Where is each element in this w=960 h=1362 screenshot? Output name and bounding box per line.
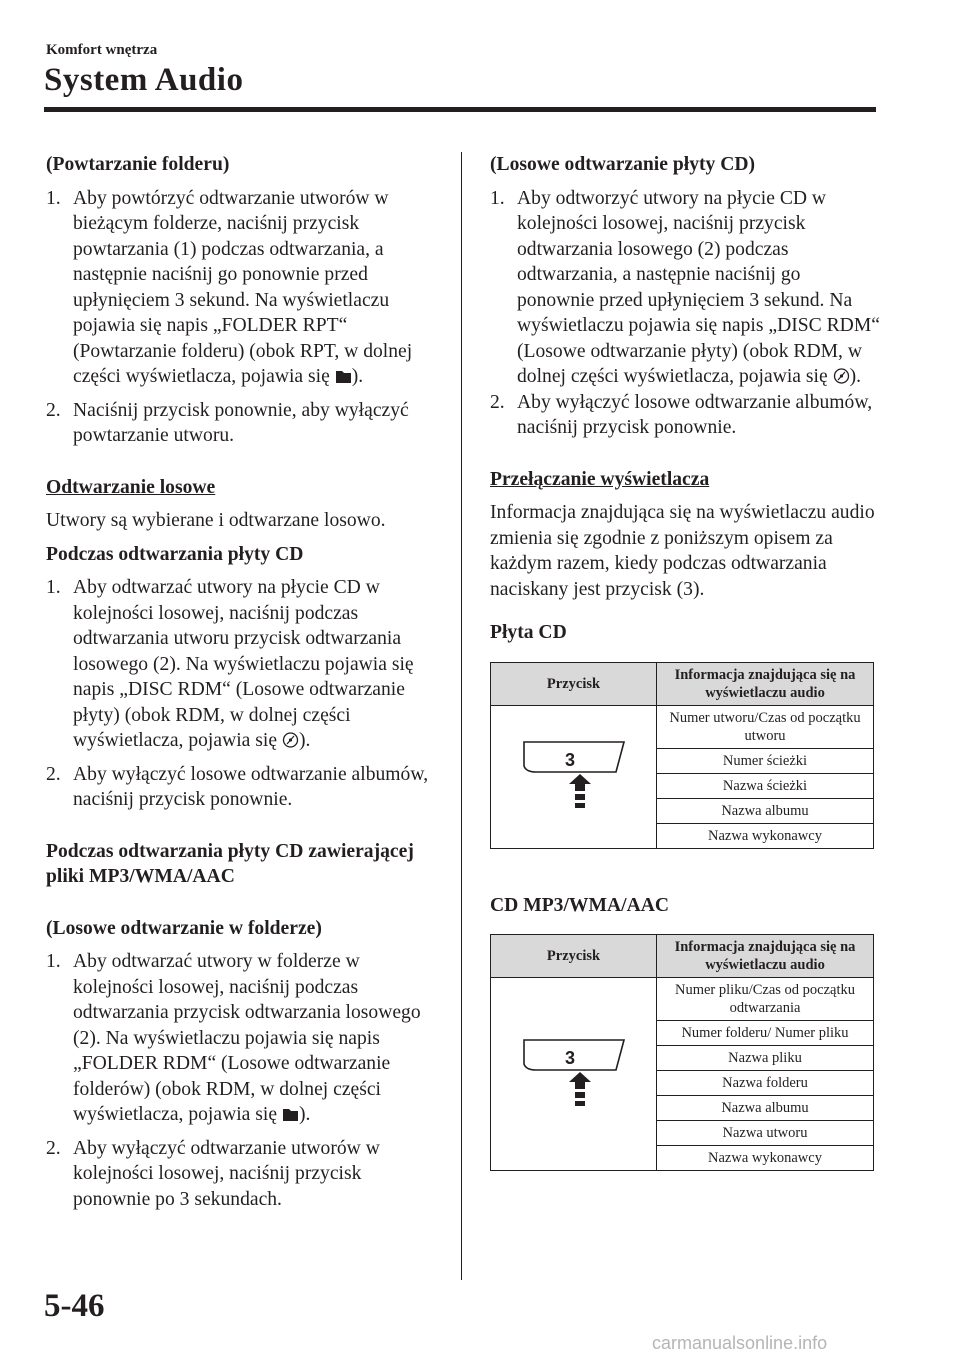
table-mp3-heading: CD MP3/WMA/AAC [490,894,670,916]
repeat-folder-step-1: 1. Aby powtórzyć odtwarzanie utworów w bieżącym folderze, naciśnij przycisk powtarzania (1) podczas odtwarzania, a następnie naciśnij go ponownie przed upłynięciem 3 sekund. Na wyświetlaczu pojawia się napis „FOLDER RPT“ (Powtarzanie folderu) (obok RPT, w dolnej części wyświetlacza, pojawia się ). [46,187,413,387]
table-cd [490,662,874,849]
random-folder-step-1: 1. Aby odtwarzać utwory w folderze w kolejności losowej, naciśnij podczas odtwarzania przycisk odtwarzania losowego (2). Na wyświetlaczu pojawia się napis „FOLDER RDM“ (Losowe odtwarzanie folderów) (obok RDM, w dolnej części wyświetlacza, pojawia się ). [46,951,421,1125]
press-arrow-icon [569,1072,591,1106]
repeat-folder-step-2: 2. Naciśnij przycisk ponownie, aby wyłączyć powtarzanie utworu. [46,399,409,446]
table-row [491,705,874,748]
right-column [490,152,880,1171]
random-folder-heading: (Losowe odtwarzanie w folderze) [46,917,322,939]
table-mp3-body [491,978,874,1171]
table-cell: Nazwa wykonawcy [657,823,874,848]
table-cell: Nazwa albumu [657,1096,874,1121]
random-heading: Odtwarzanie losowe [46,476,216,498]
cd-heading: Podczas odtwarzania płyty CD [46,543,304,565]
page-title: System Audio [44,62,244,98]
section-label: Komfort wnętrza [46,42,158,58]
watermark: carmanualsonline.info [652,1333,828,1353]
left-column [46,152,442,1212]
button-label: 3 [564,1047,575,1068]
cd-step-1: 1. Aby odtwarzać utwory na płycie CD w kolejności losowej, naciśnij podczas odtwarzania utworu przycisk odtwarzania losowego (2). Na wyświetlaczu pojawia się napis „DISC RDM“ (Losowe odtwarzanie płyty) (obok RDM, w dolnej części wyświetlacza, pojawia się ). [46,577,414,751]
column-divider [461,152,462,1280]
button-3-icon [514,736,634,812]
table-cell: Nazwa wykonawcy [657,1146,874,1171]
repeat-folder-heading: (Powtarzanie folderu) [46,154,230,175]
display-switch-text: Informacja znajdująca się na wyświetlaczu audio zmienia się zgodnie z poniższym opisem za każdym razem, kiedy podczas odtwarzania naciskany jest przycisk (3). [490,502,875,600]
table-cell: Nazwa folderu [657,1071,874,1096]
random-disc-step-1: 1. Aby odtworzyć utwory na płycie CD w kolejności losowej, naciśnij przycisk odtwarzania losowego (2) podczas odtwarzania, a następnie naciśnij go ponownie przed upłynięciem 3 sekund. Na wyświetlaczu pojawia się napis „DISC RDM“ (Losowe odtwarzanie płyty) (obok RDM, w dolnej części wyświetlacza, pojawia się ). [490,187,880,387]
table-cd-heading: Płyta CD [490,622,567,643]
table-cd-body [491,705,874,848]
table-cell: Numer folderu/ Numer pliku [657,1021,874,1046]
table-cell: Nazwa albumu [657,798,874,823]
button-cell [491,705,657,848]
mp3-heading: Podczas odtwarzania płyty CD zawierającej pliki MP3/WMA/AAC [46,840,414,887]
display-switch-heading: Przełączanie wyświetlacza [490,468,710,490]
random-disc-heading: (Losowe odtwarzanie płyty CD) [490,154,756,175]
table-cell: Nazwa utworu [657,1121,874,1146]
table-cell: Nazwa ścieżki [657,773,874,798]
table-cd-col1: Przycisk [491,662,657,705]
table-mp3 [490,934,874,1171]
table-cell: Numer ścieżki [657,748,874,773]
table-mp3-col2: Informacja znajdująca się na wyświetlaczu audio [657,935,874,978]
title-rule [44,107,876,112]
table-cell: Numer pliku/Czas od początku odtwarzania [657,978,874,1021]
folder-icon [335,368,352,384]
folder-icon [282,1106,299,1122]
table-cd-col2: Informacja znajdująca się na wyświetlaczu audio [657,662,874,705]
button-cell [491,978,657,1171]
random-folder-step-2: 2. Aby wyłączyć odtwarzanie utworów w kolejności losowej, naciśnij przycisk ponownie po 3 sekundach. [46,1137,380,1210]
table-row [491,978,874,1021]
button-3-icon [514,1034,634,1110]
random-disc-step-2: 2. Aby wyłączyć losowe odtwarzanie albumów, naciśnij przycisk ponownie. [490,391,873,438]
page-number: 5-46 [44,1288,105,1324]
random-intro: Utwory są wybierane i odtwarzane losowo. [46,510,386,531]
table-cell: Numer utworu/Czas od początku utworu [657,705,874,748]
button-label: 3 [564,750,575,770]
disc-icon [282,732,299,748]
table-cell: Nazwa pliku [657,1046,874,1071]
table-mp3-col1: Przycisk [491,935,657,978]
disc-icon [833,368,850,384]
cd-step-2: 2. Aby wyłączyć losowe odtwarzanie albumów, naciśnij przycisk ponownie. [46,763,429,810]
press-arrow-icon [569,774,591,808]
